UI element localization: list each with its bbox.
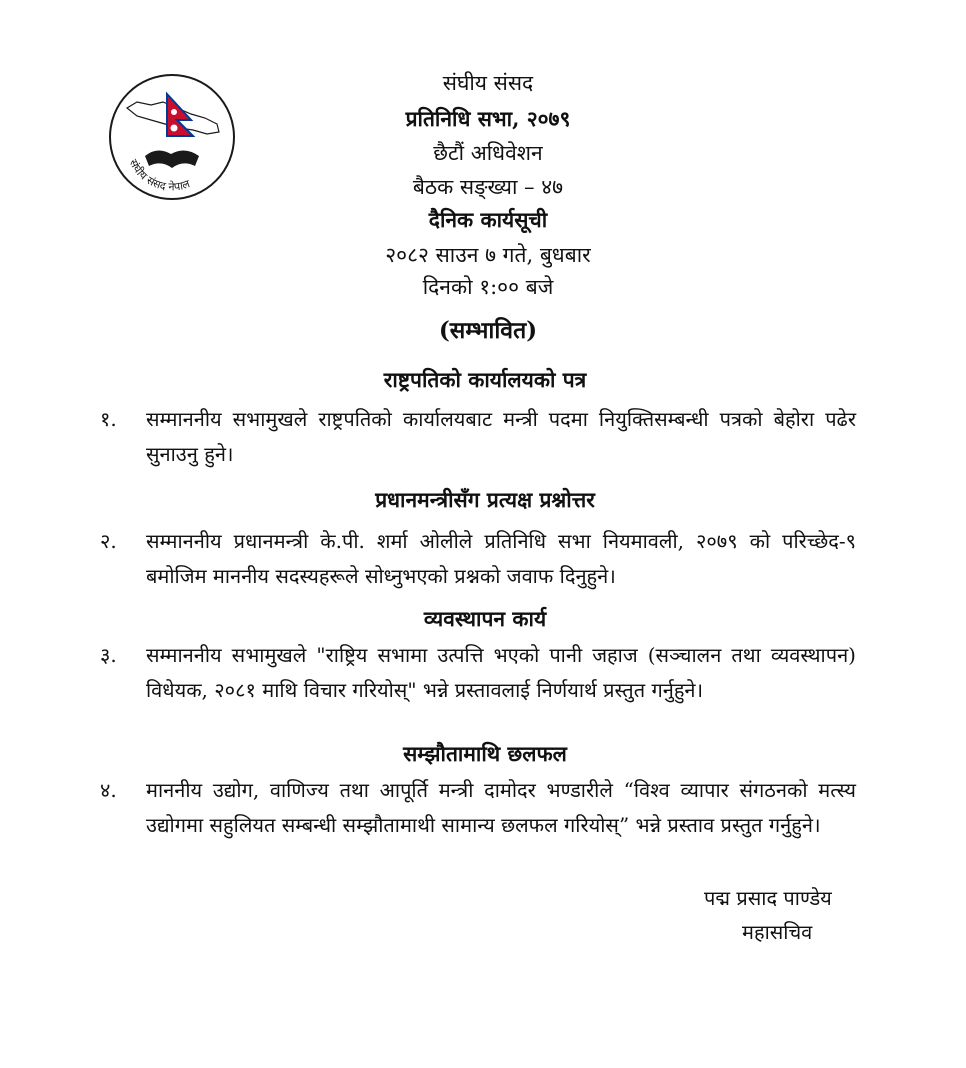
- item-text: माननीय उद्योग, वाणिज्य तथा आपूर्ति मन्त्री दामोदर भण्डारीले “विश्व व्यापार संगठनको मत्स्य उद्योगमा सहुलियत सम्बन्धी सम्झौतामाथी सामान्य छलफल गरियोस्” भन्ने प्रस्ताव प्रस्तुत गर्नुहुने।: [146, 778, 856, 837]
- parliament-emblem: [107, 72, 237, 202]
- item-number: २.: [100, 529, 117, 553]
- section-title: सम्झौतामाथि छलफल: [403, 741, 567, 766]
- header-session: छैटौं अधिवेशन: [433, 141, 543, 165]
- section-title: व्यवस्थापन कार्य: [423, 606, 547, 631]
- item-text: सम्माननीय सभामुखले "राष्ट्रिय सभामा उत्पत्ति भएको पानी जहाज (सञ्चालन तथा व्यवस्थापन) विधेयक, २०८१ माथि विचार गरियोस्" भन्ने प्रस्तावलाई निर्णयार्थ प्रस्तुत गर्नुहुने।: [146, 643, 856, 702]
- signatory-name: पद्म प्रसाद पाण्डेय: [704, 886, 832, 910]
- header-time: दिनको १:०० बजे: [422, 275, 554, 299]
- section-title: प्रधानमन्त्रीसँग प्रत्यक्ष प्रश्नोत्तर: [375, 487, 595, 512]
- hands-icon: [145, 150, 199, 168]
- header-tentative: (सम्भावित): [438, 317, 538, 344]
- emblem-text: संघीय संसद नेपाल: [126, 157, 192, 194]
- item-number: ४.: [100, 778, 117, 802]
- header-date: २०८२ साउन ७ गते, बुधबार: [385, 243, 591, 267]
- header-parliament: संघीय संसद: [442, 71, 534, 95]
- item-text: सम्माननीय सभामुखले राष्ट्रपतिको कार्यालयबाट मन्त्री पदमा नियुक्तिसम्बन्धी पत्रको बेहोरा पढेर सुनाउनु हुने।: [146, 407, 856, 466]
- header-meeting-number: बैठक सङ्ख्या – ४७: [412, 175, 564, 199]
- item-number: १.: [100, 407, 117, 431]
- section-title: राष्ट्रपतिको कार्यालयको पत्र: [383, 367, 587, 392]
- header-house: प्रतिनिधि सभा, २०७९: [405, 106, 571, 131]
- header-agenda-title: दैनिक कार्यसूची: [428, 207, 548, 232]
- signatory-designation: महासचिव: [742, 920, 813, 944]
- item-text: सम्माननीय प्रधानमन्त्री के.पी. शर्मा ओलीले प्रतिनिधि सभा नियमावली, २०७९ को परिच्छेद-९ बमोजिम माननीय सदस्यहरूले सोध्नुभएको प्रश्नको जवाफ दिनुहुने।: [146, 529, 856, 588]
- item-number: ३.: [100, 643, 117, 667]
